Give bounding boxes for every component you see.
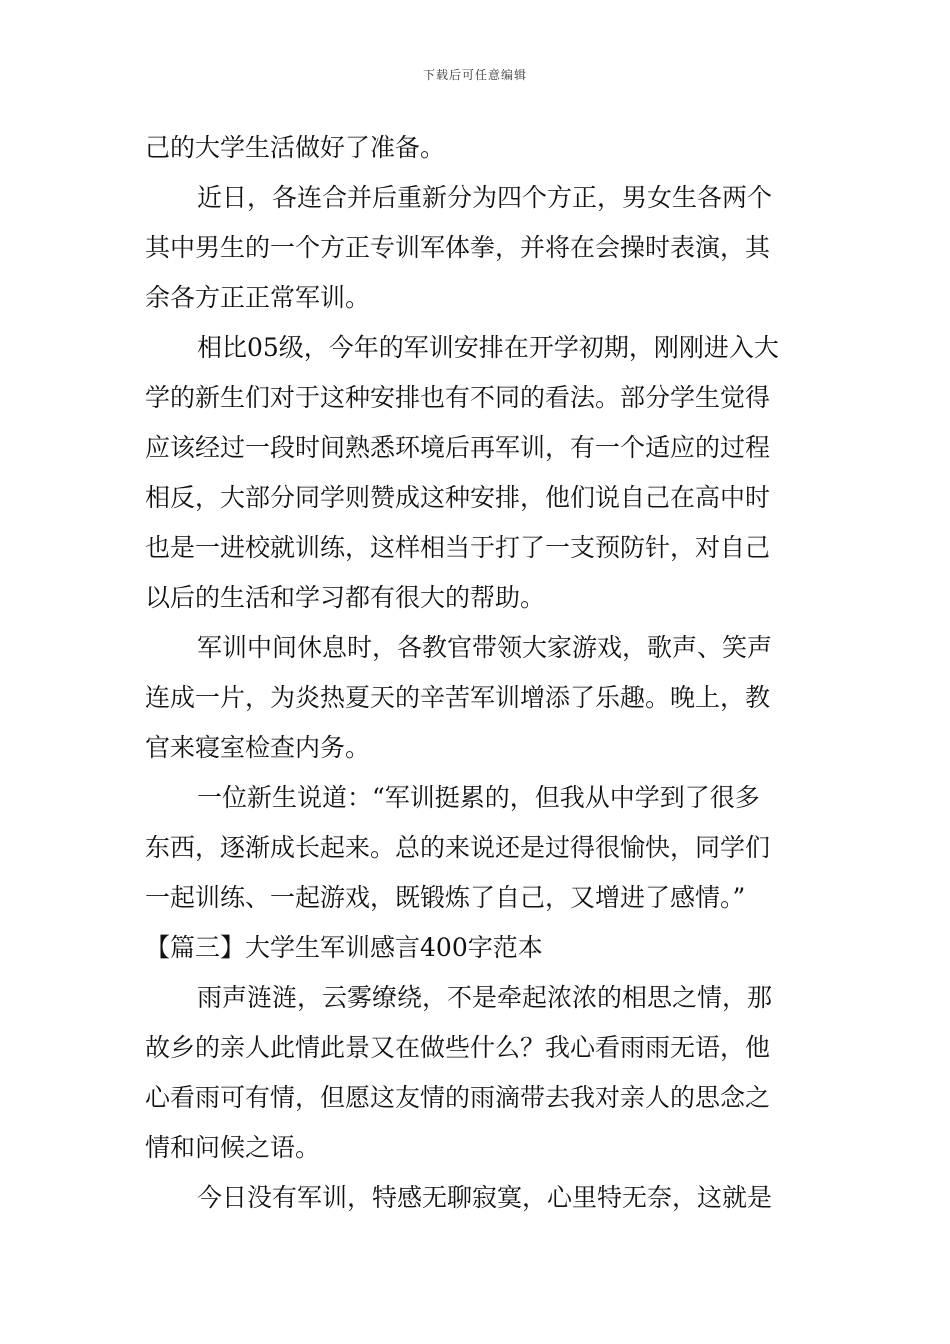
text-line: 己的大学生活做好了准备。 [145,133,446,162]
text-line: 故乡的亲人此情此景又在做些什么？我心看雨雨无语，他 [145,1033,771,1062]
text-line: 东西，逐渐成长起来。总的来说还是过得很愉快，同学们 [145,833,771,862]
text-line: 以后的生活和学习都有很大的帮助。 [145,583,546,612]
text-line: 余各方正正常军训。 [145,283,371,312]
text-line: 一起训练、一起游戏，既锻炼了自己，又增进了感情。” [145,883,746,912]
text-line: 学的新生们对于这种安排也有不同的看法。部分学生觉得 [145,383,771,412]
page-header: 下载后可任意编辑 [422,68,527,82]
text-line: 官来寝室检查内务。 [145,733,371,762]
text-line: 连成一片，为炎热夏天的辛苦军训增添了乐趣。晚上，教 [145,683,771,712]
text-line: 情和问候之语。 [145,1133,321,1162]
paragraph-first-line: 今日没有军训，特感无聊寂寞，心里特无奈，这就是 [197,1183,773,1212]
paragraph-first-line: 相比05级，今年的军训安排在开学初期，刚刚进入大 [197,333,779,362]
paragraph-first-line: 一位新生说道：“军训挺累的，但我从中学到了很多 [197,783,760,812]
section-heading: 【篇三】大学生军训感言400字范本 [145,933,543,962]
text-line: 应该经过一段时间熟悉环境后再军训，有一个适应的过程 [145,433,771,462]
paragraph-first-line: 军训中间休息时，各教官带领大家游戏，歌声、笑声 [197,633,773,662]
paragraph-first-line: 近日，各连合并后重新分为四个方正，男女生各两个 [197,183,773,212]
paragraph-first-line: 雨声涟涟，云雾缭绕，不是牵起浓浓的相思之情，那 [197,983,773,1012]
text-line: 心看雨可有情，但愿这友情的雨滴带去我对亲人的思念之 [145,1083,771,1112]
text-line: 相反，大部分同学则赞成这种安排，他们说自己在高中时 [145,483,771,512]
text-line: 也是一进校就训练，这样相当于打了一支预防针，对自己 [145,533,771,562]
text-line: 其中男生的一个方正专训军体拳，并将在会操时表演，其 [145,233,771,262]
